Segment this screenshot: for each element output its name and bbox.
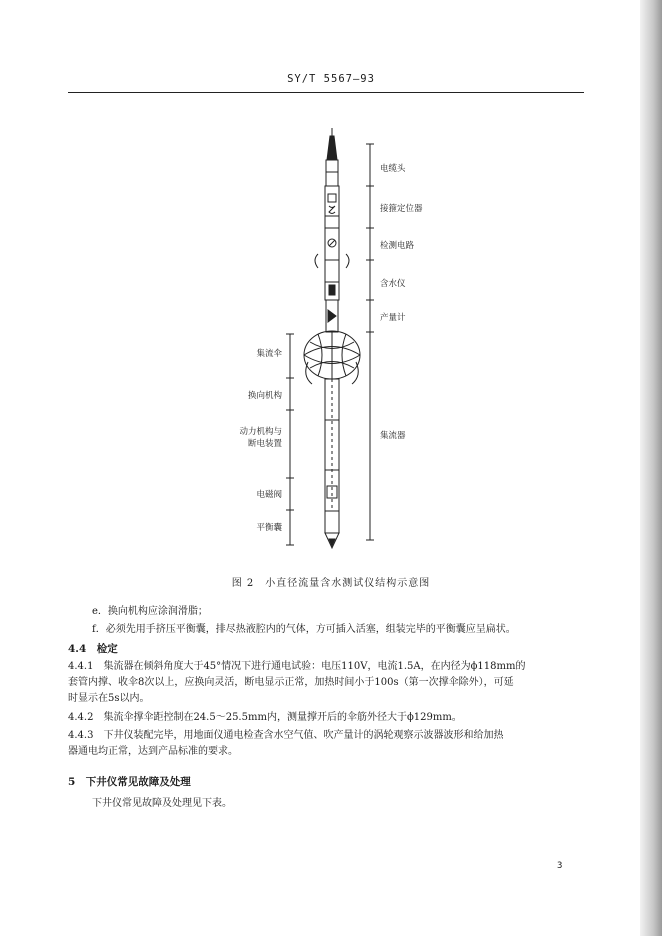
label-detection-circuit: 检测电路	[380, 241, 415, 251]
paragraph-4-4-1-line1: 4.4.1 集流器在倾斜角度大于45°情况下进行通电试验：电压110V，电流1.5A，在内径为ϕ118mm的	[68, 661, 526, 672]
balance-bag	[325, 511, 339, 533]
label-collector: 集流器	[380, 431, 406, 441]
detection-circuit-body	[325, 228, 339, 260]
paragraph-4-4-2: 4.4.2 集流伞撑伞距控制在24.5～25.5mm内，测量撑开后的伞筋外径大于ϕ129mm。	[68, 712, 462, 723]
list-item-e: e．换向机构应涂润滑脂；	[92, 606, 208, 617]
paragraph-4-4-3-line2: 器通电均正常，达到产品标准的要求。	[68, 746, 238, 757]
list-item-f: f．必须先用手挤压平衡囊，排尽热液腔内的气体，方可插入活塞，组装完毕的平衡囊应呈扁状。	[92, 624, 516, 635]
collar-locator-coil	[328, 194, 336, 202]
cable-head-body	[326, 160, 338, 186]
label-umbrella: 集流伞	[256, 349, 282, 359]
centralizer-left	[315, 254, 318, 268]
label-balance-bag: 平衡囊	[256, 523, 282, 533]
label-cable-head: 电缆头	[380, 164, 406, 174]
paragraph-4-4-1-line2: 套管内撑、收伞8次以上，应换向灵活，断电显示正常，加热时间小于100s（第一次撑伞除外），可延	[68, 677, 514, 688]
label-collar-locator: 接箍定位器	[380, 204, 423, 214]
cable-tip-cone	[327, 136, 337, 160]
label-power-mechanism-1: 动力机构与	[239, 427, 282, 437]
section-5-paragraph: 下井仪常见故障及处理见下表。	[92, 798, 232, 809]
label-water-cut-meter: 含水仪	[380, 279, 406, 289]
collar-locator-spring	[329, 206, 335, 214]
figure-caption: 图 2 小直径流量含水测试仪结构示意图	[231, 578, 431, 589]
label-power-mechanism-2: 断电装置	[247, 439, 282, 449]
page-number: 3	[557, 861, 563, 871]
section-5-title: 5 下井仪常见故障及处理	[68, 776, 191, 788]
page-header-standard-code: SY/T 5567—93	[287, 73, 375, 85]
label-reversing-mechanism: 换向机构	[247, 391, 282, 401]
section-4-4-title: 4.4 检定	[68, 643, 118, 655]
label-solenoid-valve: 电磁阀	[256, 490, 282, 500]
flowmeter-turbine	[328, 310, 336, 322]
centralizer-right	[346, 254, 349, 268]
paragraph-4-4-1-line3: 时显示在5s以内。	[68, 693, 150, 704]
water-cut-sensor	[329, 285, 335, 295]
label-flowmeter: 产量计	[380, 313, 406, 323]
paragraph-4-4-3-line1: 4.4.3 下井仪装配完毕，用地面仪通电检查含水空气值、吹产量计的涡轮观察示波器波形和给加热	[68, 730, 504, 741]
